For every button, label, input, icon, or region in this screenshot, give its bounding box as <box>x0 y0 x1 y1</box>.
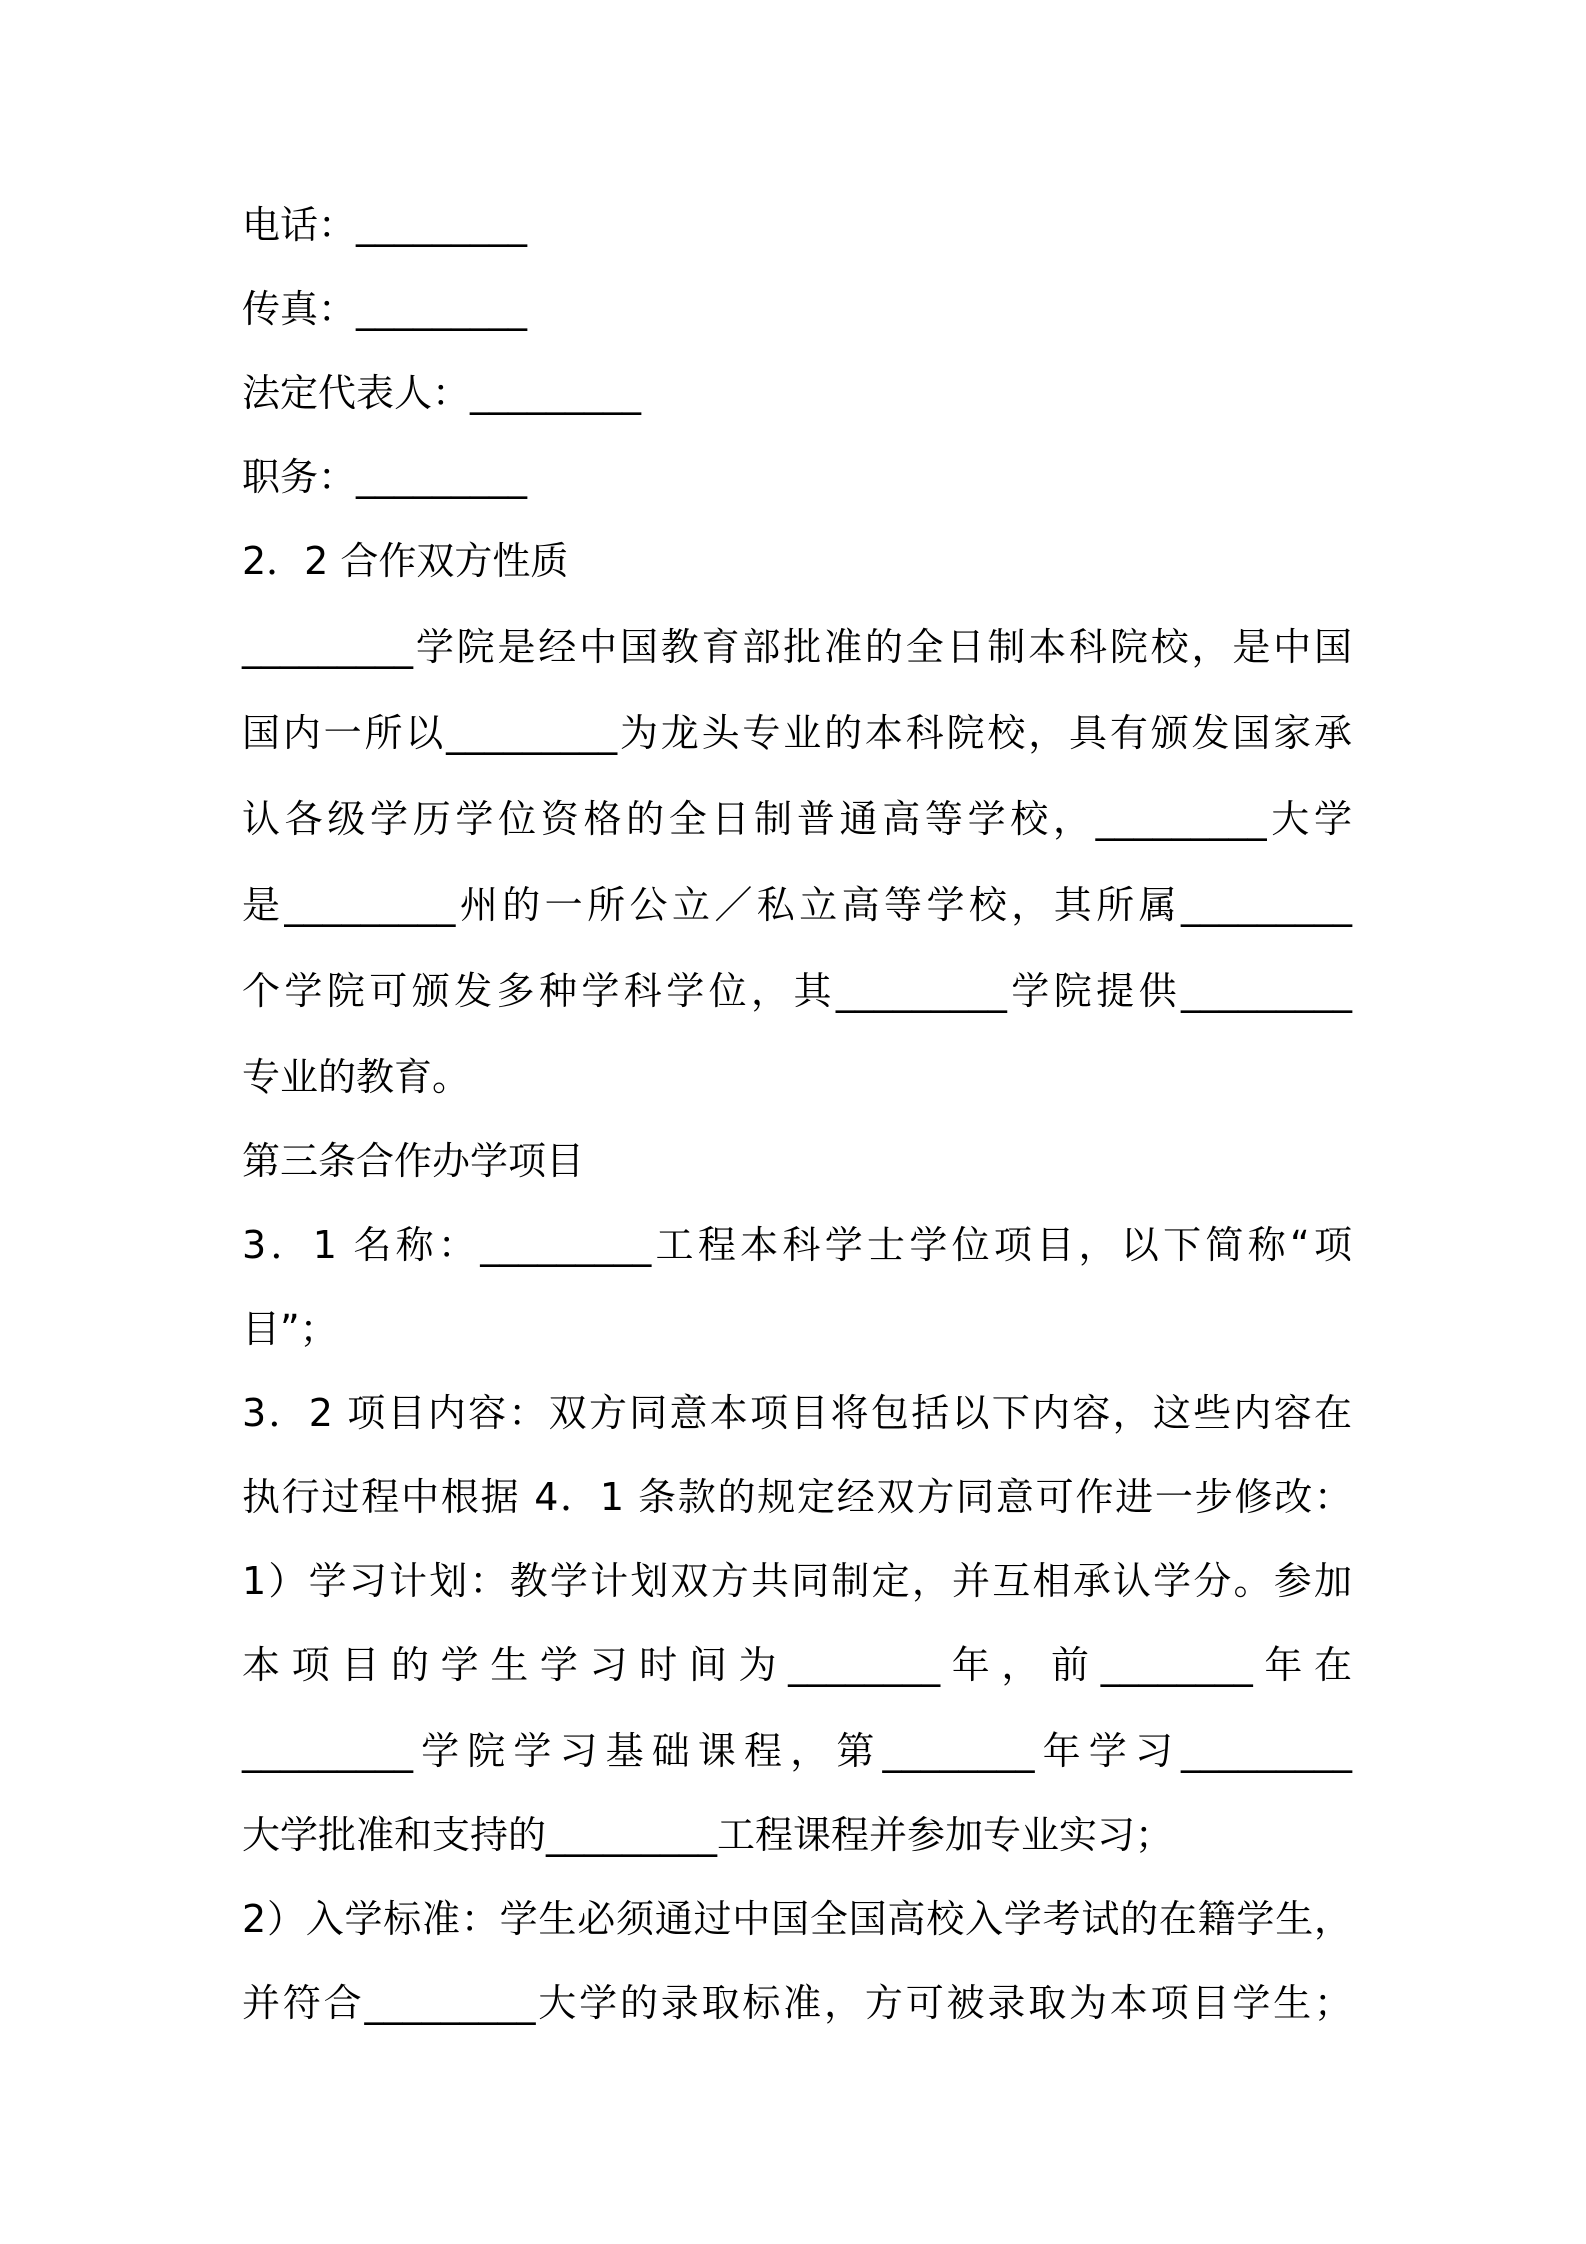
section-2-2-line: 个学院可颁发多种学科学位，其_________学院提供_________ <box>242 969 1352 1013</box>
phone-field: 电话：_________ <box>242 203 528 247</box>
study-plan-line: _________学院学习基础课程，第________年学习_________ <box>242 1729 1352 1773</box>
section-2-2-line: _________学院是经中国教育部批准的全日制本科院校，是中国 <box>242 625 1352 669</box>
study-plan-line: 本项目的学生学习时间为________年，前________年在 <box>242 1643 1352 1687</box>
item-3-2-line: 3．2 项目内容：双方同意本项目将包括以下内容，这些内容在 <box>242 1391 1352 1435</box>
item-3-2-line: 执行过程中根据 4．1 条款的规定经双方同意可作进一步修改： <box>242 1475 1352 1519</box>
item-3-1-line: 3．1 名称：_________工程本科学士学位项目，以下简称“项 <box>242 1223 1352 1267</box>
section-2-2-line: 专业的教育。 <box>242 1055 471 1099</box>
study-plan-line: 1）学习计划：教学计划双方共同制定，并互相承认学分。参加 <box>242 1559 1352 1603</box>
item-3-1-line: 目”； <box>242 1307 338 1351</box>
position-field: 职务：_________ <box>242 455 528 499</box>
section-2-2-line: 是_________州的一所公立／私立高等学校，其所属_________ <box>242 883 1352 927</box>
legal-representative-field: 法定代表人：_________ <box>242 371 642 415</box>
admission-line: 并符合_________大学的录取标准，方可被录取为本项目学生； <box>242 1981 1352 2025</box>
section-2-2-line: 认各级学历学位资格的全日制普通高等学校，_________大学 <box>242 797 1352 841</box>
study-plan-line: 大学批准和支持的_________工程课程并参加专业实习； <box>242 1813 1174 1857</box>
admission-line: 2）入学标准：学生必须通过中国全国高校入学考试的在籍学生， <box>242 1897 1352 1941</box>
section-2-2-line: 国内一所以_________为龙头专业的本科院校，具有颁发国家承 <box>242 711 1352 755</box>
section-2-2-heading: 2．2 合作双方性质 <box>242 539 569 583</box>
fax-field: 传真：_________ <box>242 287 528 331</box>
article-3-heading: 第三条合作办学项目 <box>242 1139 585 1183</box>
